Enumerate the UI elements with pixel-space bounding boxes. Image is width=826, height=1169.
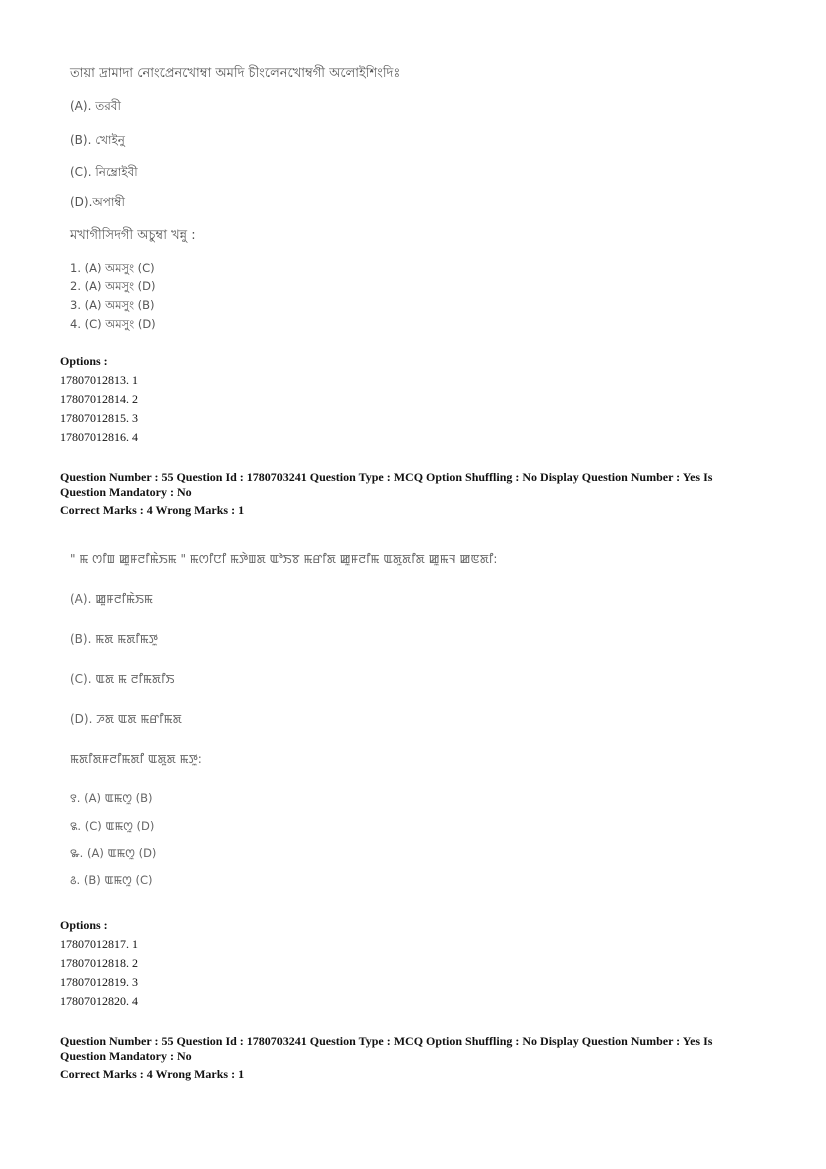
options-list [60,352,138,447]
option-c: (C). ꯑꯗ ꯃ ꯂꯤꯃꯗꯤꯏ [70,672,175,686]
option-d: (D).অপাম্বী [70,195,125,209]
option-id-1: 17807012817. 1 [60,937,138,951]
options-heading: Options : [60,918,108,932]
options-list [60,916,138,1011]
option-id-4: 17807012816. 4 [60,430,138,444]
options-heading: Options : [60,354,108,368]
option-b: (B). খোইনু [70,133,125,147]
choice-2: ꯲. (C) ꯑꯃꯁꯨ (D) [70,819,155,833]
question-image [70,548,710,893]
question-stem: তায়া দ্রামাদা নোংপ্রেনখোম্বা অমদি চীংলেনখোম্বগী অলোইশিংদিঃ [70,66,401,81]
option-id-3: 17807012819. 3 [60,975,138,989]
option-b: (B). ꯃꯗ ꯃꯗꯤꯃꯇꯨ [70,632,158,646]
option-c: (C). নিম্ব্রোইবী [70,165,138,179]
question-meta [60,470,760,518]
choice-4: ꯴. (B) ꯑꯃꯁꯨ (C) [70,873,153,887]
question-meta-line: Question Number : 55 Question Id : 1780703241 Question Type : MCQ Option Shuffling : No Display Question Number : Yes Is [60,1034,713,1048]
option-id-2: 17807012814. 2 [60,392,138,406]
question-image [70,60,710,335]
question-marks: Correct Marks : 4 Wrong Marks : 1 [60,503,245,517]
choice-prompt: মখাগীসিদগী অচুম্বা খন্নু : [70,228,196,243]
question-meta [60,1034,760,1082]
option-a: (A). ꯀꯨꯝꯂꯤꯃꯥꯏꯃ [70,592,153,606]
choice-4: 4. (C) অমসুং (D) [70,317,156,331]
choice-1: ꯱. (A) ꯑꯃꯁꯨ (B) [70,791,153,805]
choice-prompt: ꯃꯗꯤꯗꯝꯂꯤꯃꯗꯤ ꯑꯗꯨꯗ ꯃꯇꯨ: [70,752,202,766]
choice-3: ꯳. (A) ꯑꯃꯁꯨ (D) [70,846,157,860]
question-mandatory: Question Mandatory : No [60,485,192,499]
question-meta-line: Question Number : 55 Question Id : 1780703241 Question Type : MCQ Option Shuffling : No Display Question Number : Yes Is [60,470,713,484]
question-marks: Correct Marks : 4 Wrong Marks : 1 [60,1067,245,1081]
option-a: (A). তরবী [70,99,121,113]
choice-2: 2. (A) অমসুং (D) [70,279,156,293]
option-id-2: 17807012818. 2 [60,956,138,970]
option-id-4: 17807012820. 4 [60,994,138,1008]
question-mandatory: Question Mandatory : No [60,1049,192,1063]
question-stem: " ꯃ ꯁꯤꯡ ꯀꯨꯝꯂꯤꯃꯥꯏꯃ " ꯃꯁꯤꯅꯤ ꯃꯇꯥꯡꯗ ꯑꯣꯏꯕ ꯃꯔꯤꯗ ꯀꯨꯝꯂꯤꯃ ꯑꯗꯨꯗꯤꯗ ꯀꯨꯃꯜ ꯀꯟꯗꯤ: [70,552,498,566]
option-id-3: 17807012815. 3 [60,411,138,425]
option-d: (D). ꯍꯗ ꯑꯗ ꯃꯔꯤꯃꯗ [70,712,182,726]
choice-3: 3. (A) অমসুং (B) [70,298,155,312]
option-id-1: 17807012813. 1 [60,373,138,387]
choice-1: 1. (A) অমসুং (C) [70,261,155,275]
